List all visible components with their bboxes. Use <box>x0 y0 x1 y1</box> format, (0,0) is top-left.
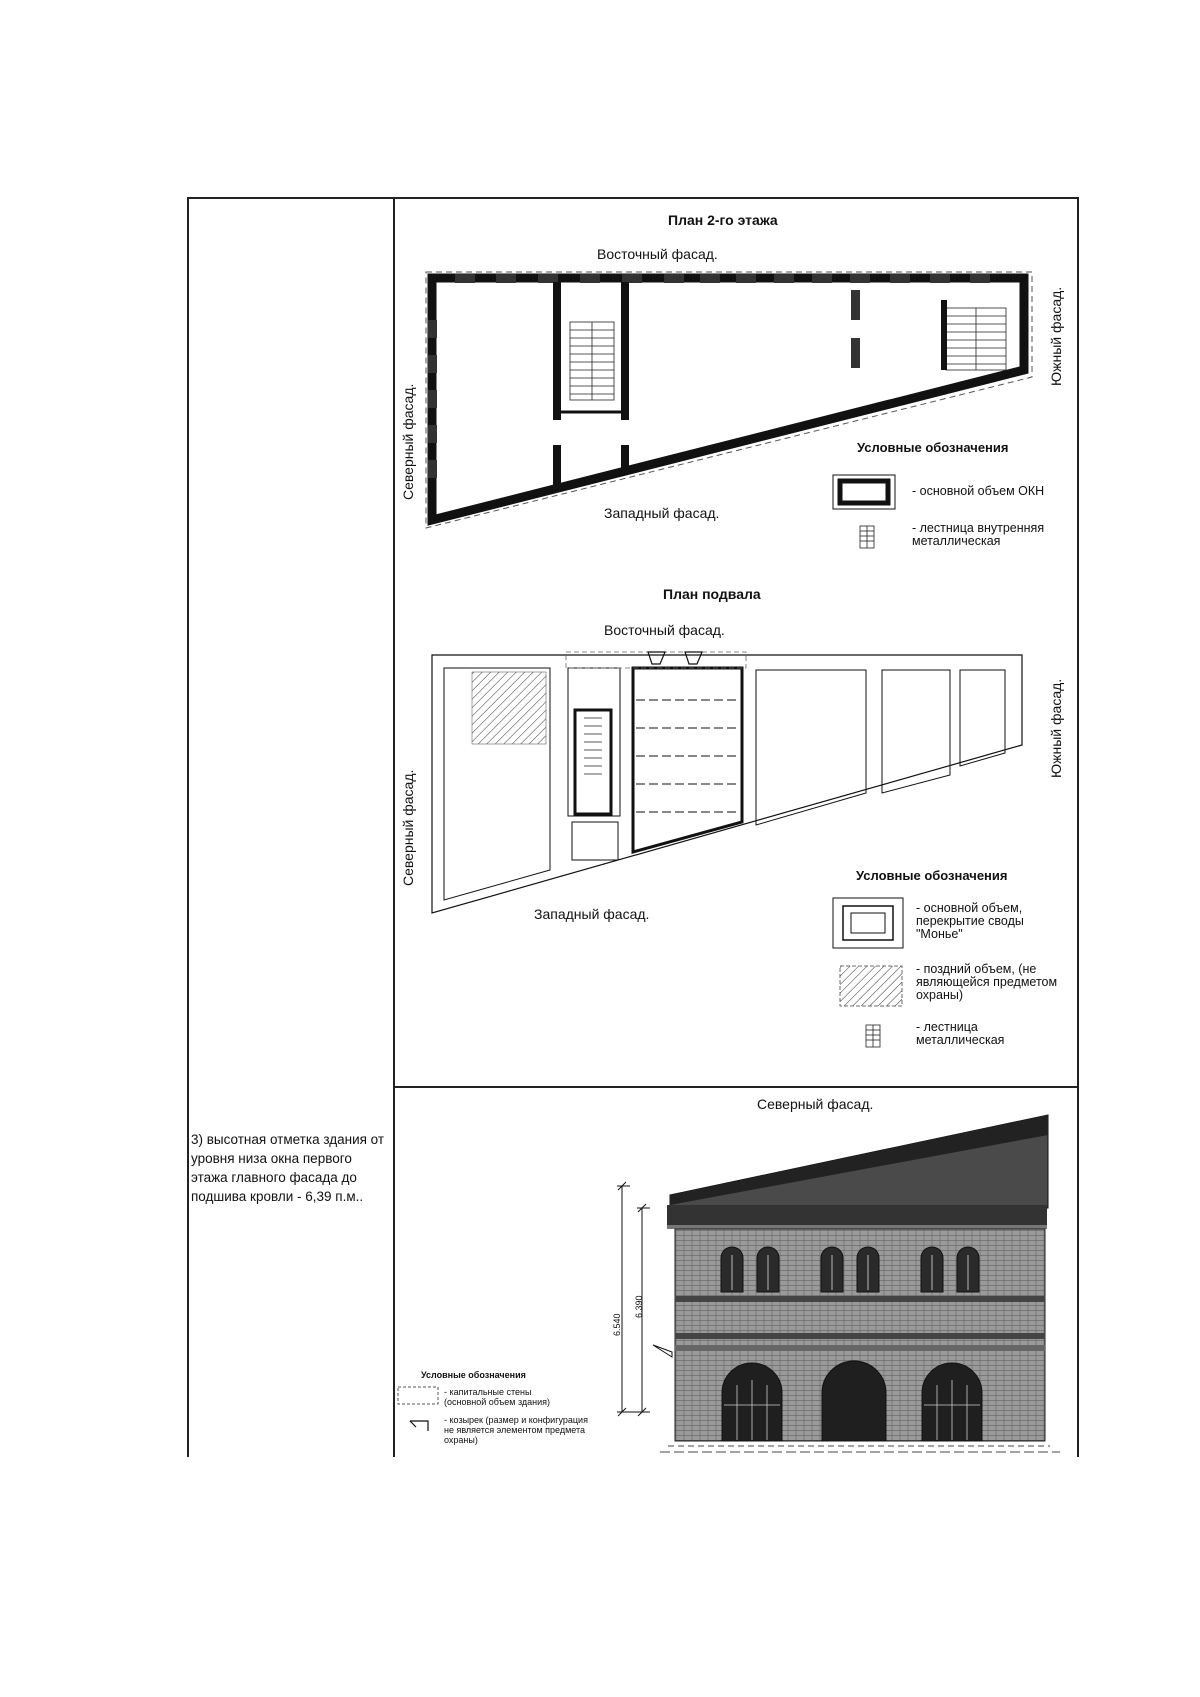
plan-2nd-floor-south-label: Южный фасад. <box>1048 286 1064 386</box>
legend-metal-stair-text: - лестница металлическая <box>916 1020 1005 1047</box>
north-facade-title: Северный фасад. <box>757 1096 874 1112</box>
legend-stair-text: - лестница внутренняя металлическая <box>912 521 1045 548</box>
dim-outer-label: 6.540 <box>612 1313 622 1336</box>
legend-vault-text: - основной объем, перекрытие своды "Монье" <box>916 901 1024 941</box>
plan-basement-north-label: Северный фасад. <box>400 769 416 886</box>
north-facade-legend-title: Условные обозначения <box>421 1370 526 1380</box>
legend-late-volume-text: - поздний объем, (не являющейся предметом охраны) <box>916 962 1058 1002</box>
plan-basement-west-label: Западный фасад. <box>534 906 650 922</box>
legend-canopy-text: - козырек (размер и конфигурация не является элементом предмета охраны) <box>444 1415 588 1445</box>
plan-basement-east-label: Восточный фасад. <box>604 622 725 638</box>
plan-2nd-floor-east-label: Восточный фасад. <box>597 246 718 262</box>
dim-inner-label: 6.390 <box>634 1295 644 1318</box>
plan-basement-south-label: Южный фасад. <box>1048 678 1064 778</box>
plan-basement-legend-title: Условные обозначения <box>856 868 1008 883</box>
plan-2nd-floor-north-label: Северный фасад. <box>400 383 416 500</box>
plan-basement-title: План подвала <box>663 586 761 602</box>
legend-capital-walls-text: - капитальные стены (основной объем здания) <box>444 1387 550 1407</box>
height-note: 3) высотная отметка здания от уровня низа окна первого этажа главного фасада до подшива кровли - 6,39 п.м.. <box>191 1132 385 1204</box>
legend-main-volume-text: - основной объем ОКН <box>912 484 1045 498</box>
plan-2nd-floor-legend-title: Условные обозначения <box>857 440 1009 455</box>
plan-2nd-floor-west-label: Западный фасад. <box>604 505 720 521</box>
plan-2nd-floor-title: План 2-го этажа <box>668 212 778 228</box>
